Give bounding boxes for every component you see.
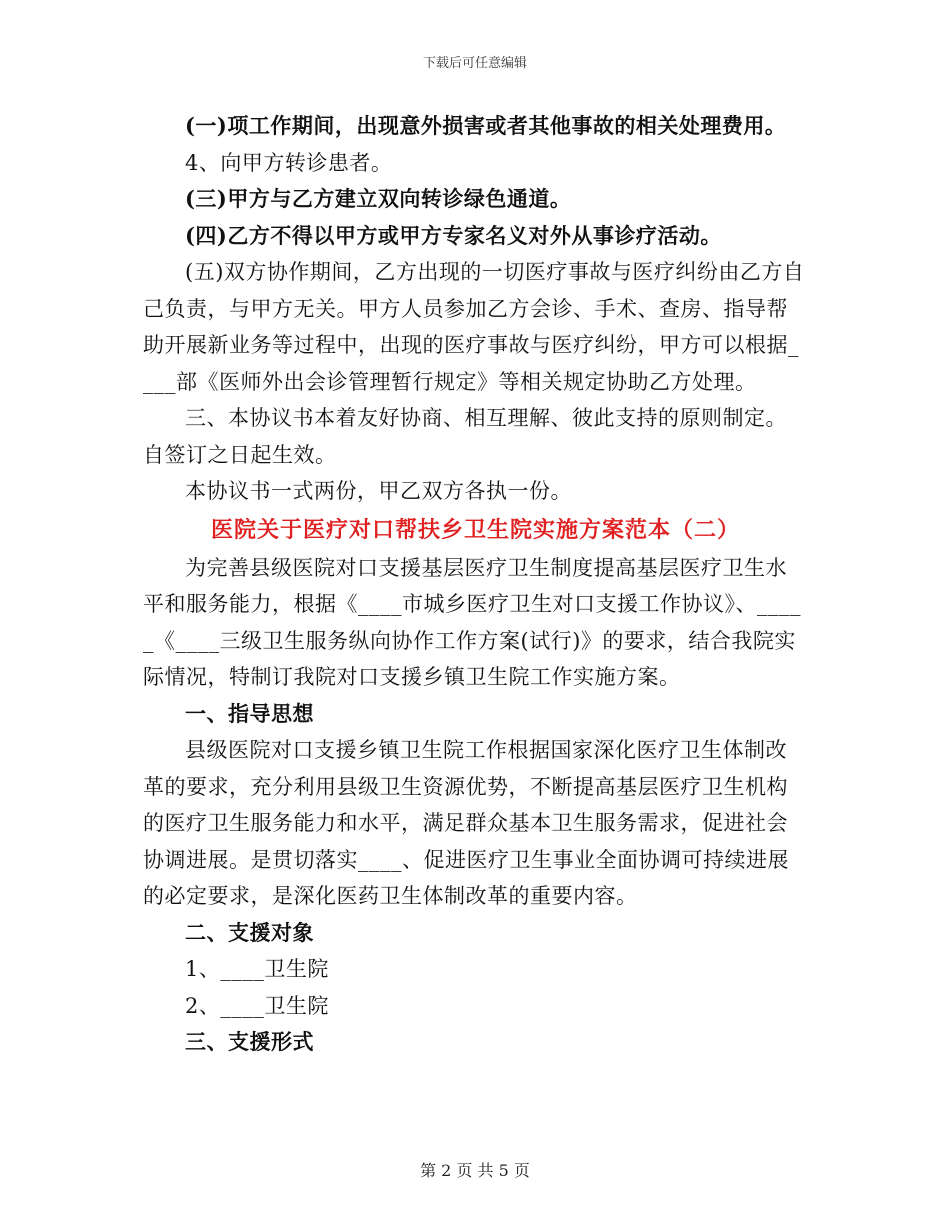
- paragraph-agreement-principle: 三、本协议书本着友好协商、相互理解、彼此支持的原则制定。自签订之日起生效。: [143, 406, 787, 467]
- paragraph-guiding-idea: 县级医院对口支援乡镇卫生院工作根据国家深化医疗卫生体制改革的要求，充分利用县级卫生资源优势，不断提高基层医疗卫生机构的医疗卫生服务能力和水平，满足群众基本卫生服务需求，促进社会协调进展。是贯切落实____、促进医疗卫生事业全面协调可持续进展的必定要求，是深化医药卫生体制改革的重要内容。: [143, 738, 789, 908]
- heading-guiding-idea: 一、指导思想: [185, 700, 314, 726]
- heading-support-targets: 二、支援对象: [185, 919, 314, 945]
- paragraph-clause-1: (一)项工作期间，出现意外损害或者其他事故的相关处理费用。: [185, 113, 787, 138]
- paragraph-clause-5: (五)双方协作期间，乙方出现的一切医疗事故与医疗纠纷由乙方自己负责，与甲方无关。甲方人员参加乙方会诊、手术、查房、指导帮助开展新业务等过程中，出现的医疗事故与医疗纠纷，甲方可以根据____部《医师外出会诊管理暂行规定》等相关规定协助乙方处理。: [143, 260, 805, 394]
- page-header: 下载后可任意编辑: [422, 56, 527, 71]
- page-footer: 第 2 页 共 5 页: [420, 1161, 530, 1180]
- paragraph-intro: 为完善县级医院对口支援基层医疗卫生制度提高基层医疗卫生水平和服务能力，根据《____市城乡医疗卫生对口支援工作协议》、_____《____三级卫生服务纵向协作工作方案(试行)》的要求，结合我院实际情况，特制订我院对口支援乡镇卫生院工作实施方案。: [143, 555, 801, 689]
- paragraph-copies: 本协议书一式两份，甲乙双方各执一份。: [185, 479, 572, 503]
- list-item-target-1: 1、____卫生院: [185, 957, 329, 981]
- heading-support-form: 三、支援形式: [185, 1029, 314, 1054]
- paragraph-clause-4: 4、向甲方转诊患者。: [185, 150, 393, 175]
- section-title: 医院关于医疗对口帮扶乡卫生院实施方案范本（二）: [210, 516, 740, 543]
- paragraph-clause-3: (三)甲方与乙方建立双向转诊绿色通道。: [185, 186, 572, 211]
- paragraph-clause-4b: (四)乙方不得以甲方或甲方专家名义对外从事诊疗活动。: [185, 222, 722, 248]
- list-item-target-2: 2、____卫生院: [185, 993, 329, 1018]
- document-body: [143, 108, 808, 1061]
